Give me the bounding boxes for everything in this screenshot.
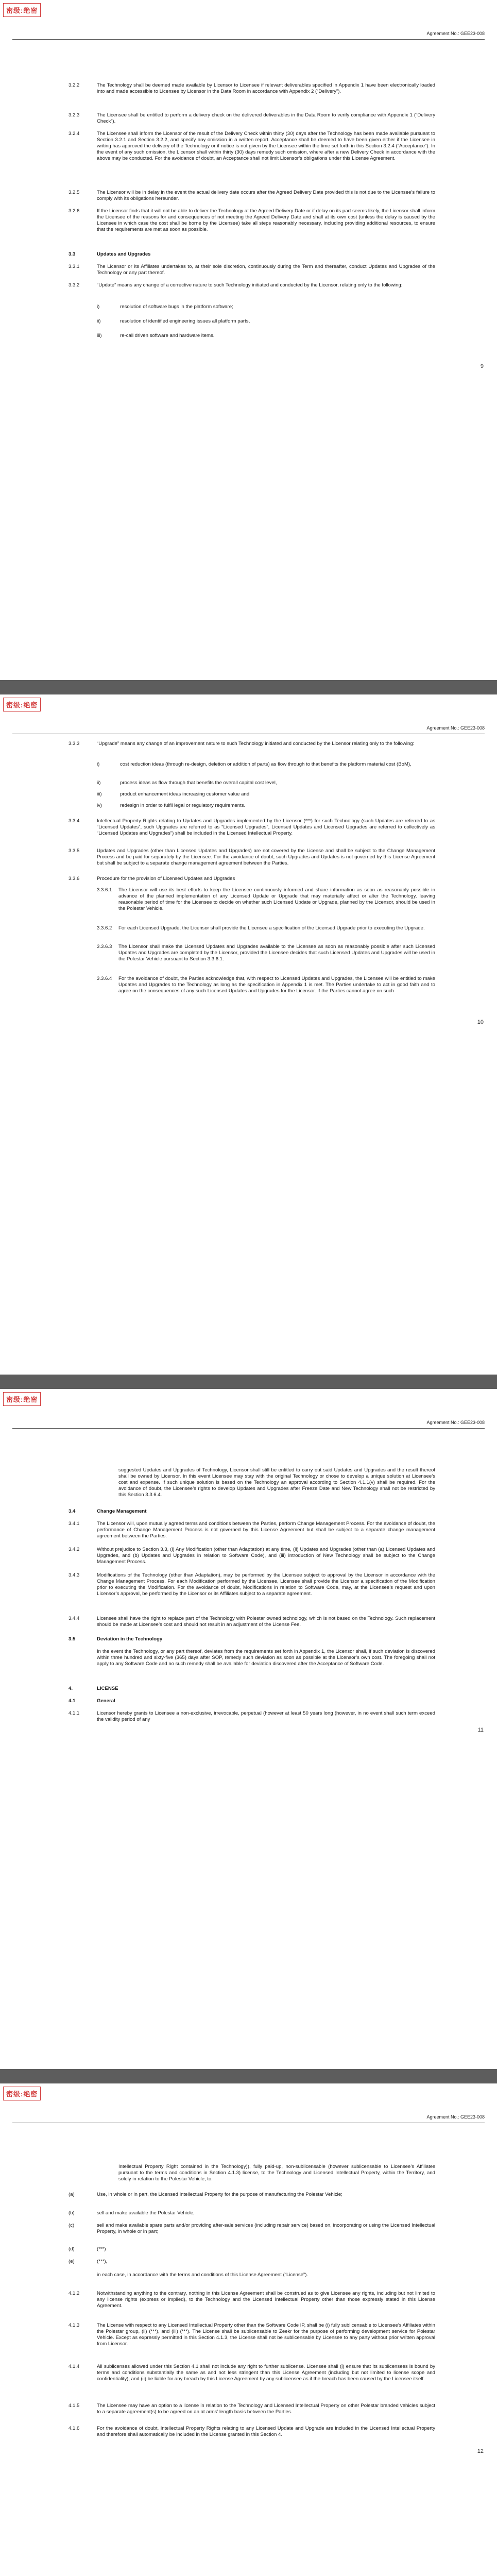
clause-number: 3.2.2 <box>68 82 80 88</box>
clause-number: 4.1.5 <box>68 2403 80 2409</box>
item-text: sell and make available spare parts and/or providing after-sale services (including repair service) based on, incorporating or using the Licensed Intellectual Property, in whole or in part; <box>97 2223 435 2234</box>
clause-number: 3.2.5 <box>68 190 80 195</box>
item-letter: (e) <box>68 2259 75 2264</box>
item-text: resolution of software bugs in the platform software; <box>120 304 233 310</box>
clause-text: The License with respect to any Licensed Intellectual Property other than the Software Code IP, shall be (i) fully sublicensable to Licensee’s Affiliates within the Polestar group, (ii) (***), and (iii) (***). The License shall be sublicensable to Zeekr for the purpose of performing development service for Polestar Vehicle. Except as expressly permitted in this Section 4.1.3, the License shall not be sublicensable by Licensee to any party without prior written approval from Licensor. <box>97 2323 435 2347</box>
section-title: Updates and Upgrades <box>97 251 151 257</box>
clause-text: Licensor hereby grants to Licensee a non-exclusive, irrevocable, perpetual (however at least 50 years long (however, in no event shall such term exceed the validity period of any <box>97 1710 435 1722</box>
clause-number: 3.3.6.4 <box>97 976 112 981</box>
document-page-10 <box>0 694 497 1375</box>
clause-text: The Licensor shall make the Licensed Updates and Upgrades available to the Licensee as soon as reasonably possible after such Licensed Updates and Upgrades are completed by the Licensor, provided the Licensee decides that such Licensed Updates and Upgrades will be used in the Polestar Vehicle pursuant to Section 3.3.6.1. <box>118 944 435 962</box>
clause-text: Notwithstanding anything to the contrary, nothing in this License Agreement shall be construed as to give Licensee any rights, including but not limited to any license rights (express or implied), to the Technology and the Licensed Intellectual Property other than those expressly stated in this License Agreement. <box>97 2291 435 2309</box>
clause-number: 3.3.1 <box>68 264 80 269</box>
page-number: 10 <box>477 1019 484 1025</box>
clause-number: 4.1 <box>68 1698 76 1704</box>
clause-number: 3.2.4 <box>68 131 80 137</box>
clause-number: 3.4.3 <box>68 1572 80 1578</box>
clause-text: “Upgrade” means any change of an improvement nature to such Technology initiated and conducted by the Licensor relating only to the following: <box>97 741 415 747</box>
item-text: sell and make available the Polestar Vehicle; <box>97 2210 195 2216</box>
clause-text: For the avoidance of doubt, Intellectual Property Rights relating to any Licensed Update and Upgrade are included in the Licensed Intellectual Property and therefore shall automatically be included in the License granted in this Section 4. <box>97 2426 435 2437</box>
clause-number: 3.3 <box>68 251 76 257</box>
item-text: process ideas as flow through that benefits the overall capital cost level, <box>120 780 277 786</box>
clause-number: 4.1.1 <box>68 1710 80 1716</box>
clause-text: The Licensee shall be entitled to perform a delivery check on the delivered deliverables in the Data Room to verify compliance with Appendix 1 (“Delivery Check”). <box>97 112 435 124</box>
clause-number: 3.3.3 <box>68 741 80 747</box>
confidential-stamp: 密级:绝密 <box>3 698 41 711</box>
item-text: resolution of identified engineering issues all platform parts, <box>120 318 250 324</box>
item-text: product enhancement ideas increasing customer value and <box>120 791 250 797</box>
clause-text: All sublicenses allowed under this Section 4.1 shall not include any right to further sublicense. Licensee shall (i) ensure that its sublicensees is bound by terms and conditions substantially the same as and not less stringent than this License Agreement (including but not limited to license scope and confidentiality), and (ii) be liable for any breach by this License Agreement by any sublicensee as if the breach has been caused by the Licensee itself. <box>97 2364 435 2382</box>
item-number: iii) <box>97 791 102 797</box>
item-text: cost reduction ideas (through re-design, deletion or addition of parts) as flow through to that benefits the platform material cost (BoM), <box>120 761 412 767</box>
item-letter: (d) <box>68 2246 75 2252</box>
header-divider <box>12 39 485 40</box>
item-letter: (b) <box>68 2210 75 2216</box>
clause-text: The Licensor will use its best efforts to keep the Licensee continuously informed and share information as soon as reasonably possible in advance of the planned implementation of any Licensed Update or Upgrade that may materially affect or alter the Technology, leaving reasonable period of time for the Licensee to decide on whether such Licensed Update or Upgrade, planned by the Licensor, should be used in the Polestar Vehicle. <box>118 887 435 911</box>
clause-text: The Licensor or its Affiliates undertakes to, at their sole discretion, continuously during the Term and thereafter, conduct Updates and Upgrades of the Technology or any part thereof. <box>97 264 435 276</box>
agreement-number: Agreement No.: GEE23-008 <box>426 31 485 36</box>
item-letter: (c) <box>68 2223 75 2228</box>
clause-number: 4.1.4 <box>68 2364 80 2369</box>
agreement-number: Agreement No.: GEE23-008 <box>426 1420 485 1425</box>
clause-number: 3.4.4 <box>68 1616 80 1621</box>
section-title: General <box>97 1698 115 1704</box>
item-number: ii) <box>97 780 101 786</box>
clause-text: In the event the Technology, or any part thereof, deviates from the requirements set forth in Appendix 1, the Licensor shall, if such deviation is discovered within three hundred and sixty-five (365) days after SOP, remedy such deviation as soon as possible at the Licensor’s own cost. The foregoing shall not apply to any Software Code and no such remedy shall be available for deviation discovered after the Acceptance of Software Code. <box>97 1649 435 1667</box>
clause-text: “Update” means any change of a corrective nature to such Technology initiated and conducted by the Licensor, relating only to the following: <box>97 282 403 288</box>
clause-number: 3.3.6.3 <box>97 944 112 950</box>
item-text: re-call driven software and hardware items. <box>120 333 215 338</box>
clause-number: 3.4.2 <box>68 1547 80 1552</box>
item-text: (***), <box>97 2259 108 2264</box>
confidential-stamp: 密级:绝密 <box>3 2087 41 2100</box>
page-number: 11 <box>477 1727 484 1733</box>
clause-text: For each Licensed Upgrade, the Licensor shall provide the Licensee a specification of the Licensed Upgrade prior to executing the Upgrade. <box>118 925 425 931</box>
paragraph-text: suggested Updates and Upgrades of Technology, Licensor shall still be entitled to carry out said Updates and Upgrades and the result thereof shall be owned by Licensor. In this event Licensee may stay with the original Technology or chose to develop a unique solution at Licensee’s cost and expense. If such unique solution is based on the Technology an approval according to Section 4.1.1(v) shall be required. For the avoidance of doubt, the Licensee’s rights to develop Updates and Upgrades after Freeze Date and New Technology shall not be restricted by this Section 3.3.6.4. <box>118 1467 435 1498</box>
clause-number: 3.3.5 <box>68 848 80 854</box>
agreement-number: Agreement No.: GEE23-008 <box>426 725 485 731</box>
clause-number: 3.3.2 <box>68 282 80 288</box>
agreement-number: Agreement No.: GEE23-008 <box>426 2114 485 2120</box>
clause-text: Licensee shall have the right to replace part of the Technology with Polestar owned technology, which is not based on the Technology. Such replacement should be made at Licensee’s cost and should not result in an adjustment of the License Fee. <box>97 1616 435 1628</box>
clause-number: 3.3.6.2 <box>97 925 112 931</box>
clause-text: The Licensee shall inform the Licensor of the result of the Delivery Check within thirty (30) days after the Technology has been made available pursuant to Section 3.2.1 and Section 3.2.2, and specify any omission in a written report. Acceptance shall be deemed to have been given either if the Licensee in writing has approved the delivery of the Technology or if notice is not given by the Licensee within the time set forth in this Section 3.2.4 (“Acceptance”). In the event of any such omission, the Licensor shall within thirty (30) days remedy such omission, where after a new Delivery Check in accordance with the above may be conducted. For the avoidance of doubt, an Acceptance shall not limit Licensor’s obligations under this License Agreement. <box>97 131 435 161</box>
clause-text: Without prejudice to Section 3.3, (i) Any Modification (other than Adaptation) at any time, (ii) Updates and Upgrades (other than (a) Licensed Updates and Upgrades, and (b) Updates and Upgrades in relation to Software Code), and (iii) introduction of New Technology shall be subject to the Change Management Process. <box>97 1547 435 1565</box>
section-title: LICENSE <box>97 1686 118 1691</box>
clause-number: 4. <box>68 1686 73 1691</box>
clause-text: The Licensor will be in delay in the event the actual delivery date occurs after the Agreed Delivery Date provided this is not due to the Licensee’s failure to comply with its obligations hereunder. <box>97 190 435 201</box>
confidential-stamp: 密级:绝密 <box>3 1392 41 1406</box>
clause-number: 3.3.6 <box>68 876 80 882</box>
section-title: Deviation in the Technology <box>97 1636 163 1642</box>
clause-text: The Licensor will, upon mutually agreed terms and conditions between the Parties, perform Change Management Process. For the avoidance of doubt, the performance of Change Management Process is not governed by this License Agreement but shall be subject to a separate change management agreement between the Parties. <box>97 1521 435 1539</box>
clause-text: Updates and Upgrades (other than Licensed Updates and Upgrades) are not covered by the License and shall be subject to the Change Management Process and be paid for separately by the Licensee. For the avoidance of doubt, such Upgrades and Updates is not governed by this License Agreement but shall be subject to a separate change management agreement between the Parties. <box>97 848 435 866</box>
clause-number: 3.2.3 <box>68 112 80 118</box>
item-text: Use, in whole or in part, the Licensed Intellectual Property for the purpose of manufacturing the Polestar Vehicle; <box>97 2192 342 2197</box>
confidential-stamp: 密级:绝密 <box>3 3 41 17</box>
clause-text: Intellectual Property Rights relating to Updates and Upgrades implemented by the Licensor (***) for such Technology (such Updates are referred to as “Licensed Updates”, such Upgrades are referred to as “Licensed Upgrades”, Licensed Updates and Licensed Upgrades are referred to collectively as “Licensed Updates and Upgrades”) shall be included in the Licensed Intellectual Property. <box>97 818 435 836</box>
item-text: redesign in order to fulfil legal or regulatory requirements. <box>120 803 246 808</box>
clause-number: 4.1.6 <box>68 2426 80 2431</box>
clause-number: 3.2.6 <box>68 208 80 214</box>
item-number: i) <box>97 761 100 767</box>
page-number: 9 <box>480 363 484 369</box>
clause-text: The Licensee may have an option to a license in relation to the Technology and Licensed Intellectual Property on other Polestar branded vehicles subject to a separate agreement(s) to be agreed on an at arms’ length basis between the Parties. <box>97 2403 435 2415</box>
header-divider <box>12 1428 485 1429</box>
clause-number: 3.3.6.1 <box>97 887 112 893</box>
clause-number: 4.1.3 <box>68 2323 80 2328</box>
item-number: ii) <box>97 318 101 324</box>
section-title: Change Management <box>97 1509 147 1514</box>
item-text: (***) <box>97 2246 106 2252</box>
clause-number: 3.3.4 <box>68 818 80 824</box>
clause-text: Procedure for the provision of Licensed Updates and Upgrades <box>97 876 235 882</box>
clause-number: 3.4.1 <box>68 1521 80 1527</box>
clause-text: in each case, in accordance with the terms and conditions of this License Agreement (“License”). <box>97 2272 309 2278</box>
document-page-9 <box>0 0 497 680</box>
clause-number: 3.5 <box>68 1636 76 1642</box>
page-number: 12 <box>477 2448 484 2454</box>
item-number: iii) <box>97 333 102 338</box>
document-page-12 <box>0 2083 497 2576</box>
clause-text: For the avoidance of doubt, the Parties acknowledge that, with respect to Licensed Updates and Upgrades, the Licensee will be entitled to make Updates and Upgrades to the Technology as long as the specification in Appendix 1 is met. The Parties undertake to act in good faith and to agree on the consequences of any such Licensed Updates and Upgrades for the Licensor. If the Parties cannot agree on such <box>118 976 435 994</box>
item-number: iv) <box>97 803 102 808</box>
document-page-11 <box>0 1389 497 2069</box>
clause-text: If the Licensor finds that it will not be able to deliver the Technology at the Agreed Delivery Date or if delay on its part seems likely, the Licensor shall inform the Licensee of the reasons for and consequences of not meeting the Agreed Delivery Date and shall at its own cost (unless the delay is caused by the Licensee in which case the cost shall be borne by the Licensee) take all steps reasonably necessary, including providing additional resources, to ensure that the requirements are met as soon as possible. <box>97 208 435 232</box>
clause-number: 3.4 <box>68 1509 76 1514</box>
clause-text: Modifications of the Technology (other than Adaptation), may be performed by the Licensee subject to approval by the Licensor in accordance with the Change Management Process. For each Modification performed by the Licensee, Licensee shall provide the Licensor a specification of the Modification prior to executing the Modification. For the avoidance of doubt, Modifications in relation to Software Code, may, at the Licensee’s request and upon Licensor’s approval, be performed by the Licensor or its Affiliates subject to a separate agreement. <box>97 1572 435 1597</box>
item-number: i) <box>97 304 100 310</box>
item-letter: (a) <box>68 2192 75 2197</box>
clause-text: The Technology shall be deemed made available by Licensor to Licensee if relevant deliverables specified in Appendix 1 have been electronically loaded into and made accessible to Licensee by Licensor in the Data Room in accordance with Appendix 2 (“Delivery”). <box>97 82 435 94</box>
paragraph-text: Intellectual Property Right contained in the Technology)), fully paid-up, non-sublicensable (however sublicensable to Licensee’s Affiliates pursuant to the terms and conditions in Section 4.1.3) license, to the Technology and Licensed Intellectual Property, within the Territory, and solely in relation to the Polestar Vehicle, to: <box>118 2164 435 2182</box>
clause-number: 4.1.2 <box>68 2291 80 2296</box>
